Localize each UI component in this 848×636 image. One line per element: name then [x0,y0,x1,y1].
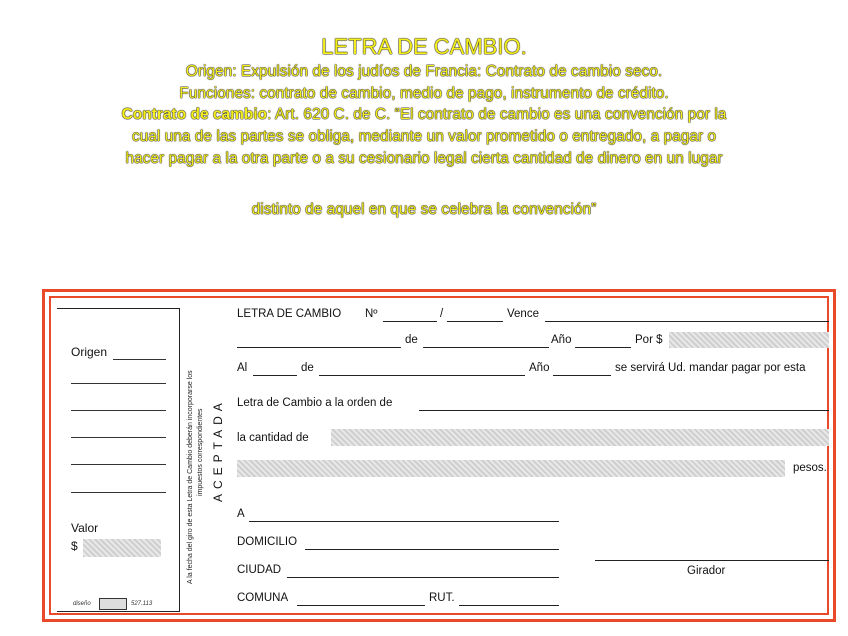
amount-label: Por $ [635,334,663,346]
domicilio-label: DOMICILIO [237,536,298,548]
row3-de-label: de [301,362,314,374]
number-label: Nº [365,308,378,320]
due-year-field[interactable] [553,375,611,376]
stub-footer-code: 527.113 [131,601,153,607]
ciudad-label: CIUDAD [237,564,282,576]
payment-instruction-text: se servirá Ud. mandar pagar por esta [615,362,806,374]
row3-al-label: Al [237,362,248,374]
stub-line [71,410,166,411]
stub-line [71,437,166,438]
rut-field[interactable] [459,605,559,606]
comuna-label: COMUNA [237,592,289,604]
drawee-label: A [237,508,245,520]
stub-origen-label: Origen [71,345,108,359]
girador-signature-line[interactable] [595,560,829,561]
comuna-field[interactable] [297,605,425,606]
definition-line-4: distinto de aquel en que se celebra la convención” [251,201,597,218]
year-field[interactable] [575,347,631,348]
ciudad-field[interactable] [287,577,559,578]
vence-field[interactable] [545,321,829,322]
tax-notice-line-1: A la fecha del giro de esta Letra de Cambio deberán incorporarse los [187,370,194,584]
number-suffix-field[interactable] [447,321,503,322]
pesos-label: pesos. [793,462,827,474]
number-field[interactable] [383,321,437,322]
drawee-field[interactable] [249,521,559,522]
definition-line-2: cual una de las partes se obliga, mediante un valor prometido o entregado, a pagar o [131,128,717,145]
definition-line-1 [0,106,848,124]
due-month-field[interactable] [319,375,525,376]
definition-line-3: hacer pagar a la otra parte o a su cesionario legal cierta cantidad de dinero en un lugar [125,150,723,167]
sum-field[interactable] [331,429,829,446]
definition-term: Contrato de cambio [121,106,268,123]
sum-label: la cantidad de [237,432,309,444]
stub-line [71,464,166,465]
stub-valor-label: Valor [71,521,99,535]
stub-value-field [83,539,161,557]
form-inner-border [49,296,829,615]
domicilio-field[interactable] [305,549,559,550]
aceptada-label: ACEPTADA [211,398,225,502]
bill-of-exchange-form [42,289,836,622]
due-day-field[interactable] [253,375,297,376]
brand-logo-icon [99,598,127,610]
tax-notice-line-2: impuestos correspondientes [197,408,204,496]
sum-words-field[interactable] [237,460,785,477]
stub-origen-line [113,359,166,360]
stub-dollar-sign: $ [71,539,78,553]
row2-de-label: de [405,334,418,346]
girador-label: Girador [687,565,726,577]
place-field[interactable] [237,347,401,348]
stub-footer [57,601,177,611]
row3-ano-label: Año [529,362,550,374]
amount-field[interactable] [669,332,829,348]
origin-line: Origen: Expulsión de los judíos de Francia: Contrato de cambio seco. [185,63,663,80]
stub-footer-text: diseño [73,601,91,607]
stub-line [71,383,166,384]
vence-label: Vence [507,308,539,320]
number-slash: / [440,308,444,320]
stub-panel [57,308,180,612]
functions-line: Funciones: contrato de cambio, medio de pago, instrumento de crédito. [179,85,669,102]
letra-de-cambio-label: LETRA DE CAMBIO [237,308,342,320]
payee-field[interactable] [419,410,829,411]
stub-line [71,492,166,493]
month-field[interactable] [423,347,549,348]
payee-label: Letra de Cambio a la orden de [237,397,393,409]
definition-text: : Art. 620 C. de C. “El contrato de cambio es una convención por la [267,106,727,123]
page-title: LETRA DE CAMBIO. [321,34,527,59]
row2-ano-label: Año [551,334,572,346]
rut-label: RUT. [429,592,455,604]
